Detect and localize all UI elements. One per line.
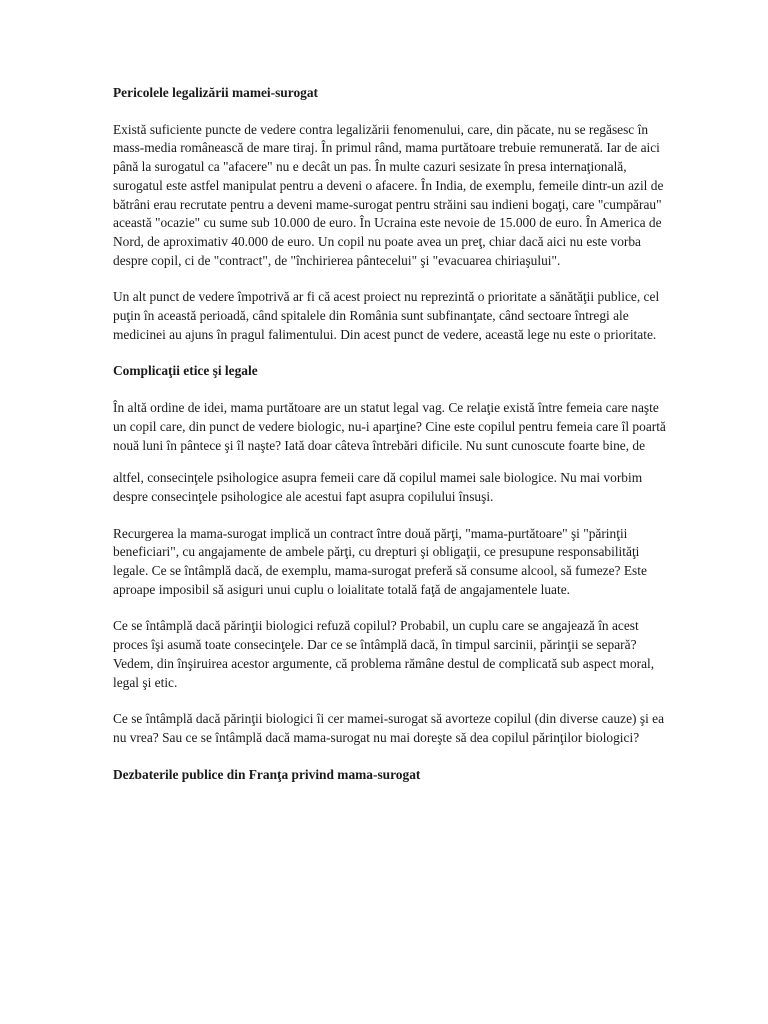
paragraph-psychological: altfel, consecinţele psihologice asupra femeii care dă copilul mamei sale biologice. Nu mai vorbim despre consecinţele psihologice ale acestui fapt asupra copilului însuşi. [113,470,643,504]
section-heading-france-debates: Dezbaterile publice din Franţa privind mama-surogat [113,766,421,782]
paragraph-legal-status: În altă ordine de idei, mama purtătoare are un statut legal vag. Ce relaţie există între femeia care naşte un copil care, din punct de vedere biologic, nu-i aparţine? Cine este copilul pentru femeia care îl poartă nouă luni în pântece şi îl naşte? Iată doar câteva întrebări dificile. Nu sunt cunoscute foarte bine, de [113,400,666,453]
paragraph-contract: Recurgerea la mama-surogat implică un contract între două părţi, "mama-purtătoare" şi "părinţii beneficiari", cu angajamente de ambele părţi, cu drepturi şi obligaţii, ce presupune responsabilităţi legale. Ce se întâmplă dacă, de exemplu, mama-surogat preferă să consume alcool, să fumeze? Este aproape imposibil să asiguri unui cuplu o loialitate totală faţă de angajamentele luate. [113,525,647,597]
section-heading-dangers: Pericolele legalizării mamei-surogat [113,85,318,100]
paragraph-public-health: Un alt punct de vedere împotrivă ar fi că acest proiect nu reprezintă o prioritate a sănătăţii publice, cel puţin în această perioadă, când spitalele din România sunt subfinanţate, când sectoare întregi ale medicinei au ajuns în pragul falimentului. Din acest punct de vedere, această lege nu este o prioritate. [113,289,660,342]
section-heading-ethical-legal: Complicaţii etice şi legale [113,363,258,379]
paragraph-remuneration: Există suficiente puncte de vedere contra legalizării fenomenului, care, din păcate, nu se regăsesc în mass-media românească de mare tiraj. În primul rând, mama purtătoare trebuie remunerată. Iar de aici până la surogatul ca "afacere" nu e decât un pas. În multe cazuri sesizate în presa internaţională, surogatul este astfel manipulat pentru a deveni o afacere. În India, de exemplu, femeile dintr-un azil de bătrâni erau recrutate pentru a deveni mame-surogat pentru străini sau indieni bogaţi, care "cumpărau" această "ocazie" cu sume sub 10.000 de euro. În Ucraina este nevoie de 15.000 de euro. În America de Nord, de aproximativ 40.000 de euro. Un copil nu poate avea un preţ, chiar dacă aici nu este vorba despre copil, ci de "contract", de "închirierea pântecelui" şi "evacuarea chiriaşului". [113,121,664,268]
paragraph-abortion: Ce se întâmplă dacă părinţii biologici îi cer mamei-surogat să avorteze copilul (din diverse cauze) şi ea nu vrea? Sau ce se întâmplă dacă mama-surogat nu mai doreşte să dea copilul părinţilor biologici? [113,711,665,745]
document-page [113,84,673,802]
paragraph-refusal: Ce se întâmplă dacă părinţii biologici refuză copilul? Probabil, un cuplu care se angajează în acest proces îşi asumă toate consecinţele. Dar ce se întâmplă dacă, în timpul sarcinii, părinţii se separă? Vedem, din înşiruirea acestor argumente, că problema rămâne destul de complicată sub aspect moral, legal şi etic. [113,618,655,690]
